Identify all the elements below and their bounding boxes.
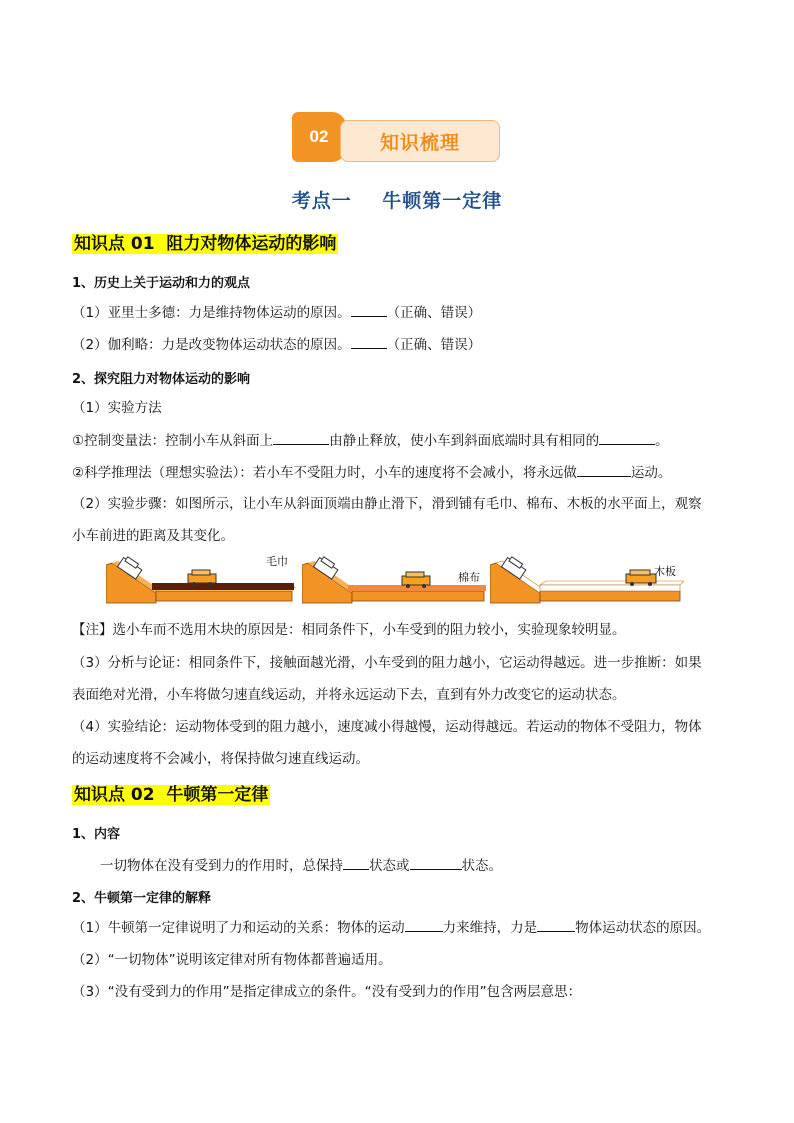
kp2-s1-heading: 1、内容	[72, 827, 121, 842]
text: 力来维持，力是	[442, 920, 538, 936]
answer-blank	[537, 917, 575, 932]
kp2-s2-heading: 2、牛顿第一定律的解释	[72, 891, 212, 906]
conclusion-line-2: 的运动速度将不会减小，将保持做匀速直线运动。	[72, 751, 369, 767]
answer-blank	[343, 855, 369, 870]
text: ②科学推理法（理想实验法）：若小车不受阻力时，小车的速度将不会减小，将永远做	[72, 465, 577, 481]
label-cotton: 棉布	[458, 571, 480, 584]
text: 一切物体在没有受到力的作用时，总保持	[100, 858, 343, 874]
text: 状态或	[369, 858, 410, 874]
ramp-towel-figure	[106, 555, 296, 605]
kp1-heading-text: 知识点 01 阻力对物体运动的影响	[74, 234, 337, 254]
answer-blank	[599, 430, 655, 445]
kp2-heading	[72, 783, 270, 807]
ramp-cotton-figure	[302, 555, 488, 605]
conclusion-line-1: （4）实验结论：运动物体受到的阻力越小，速度减小得越慢，运动得越远。若运动的物体不受阻力，物体	[72, 719, 702, 735]
explanation-line-2: （2）“一切物体”说明该定律对所有物体都普遍适用。	[72, 952, 392, 968]
text: （1）亚里士多德：力是维持物体运动的原因。	[72, 305, 351, 321]
kp1-s2-heading: 2、探究阻力对物体运动的影响	[72, 372, 251, 387]
text: 运动。	[630, 465, 672, 481]
explanation-line-1	[72, 917, 710, 938]
text: ①控制变量法：控制小车从斜面上	[72, 433, 274, 449]
analysis-line-2: 表面绝对光滑，小车将做匀速直线运动，并将永远运动下去，直到有外力改变它的运动状态。	[72, 687, 626, 703]
section-badge	[292, 112, 498, 162]
answer-blank	[405, 917, 443, 932]
answer-blank	[273, 430, 329, 445]
steps-line-2: 小车前进的距离及其变化。	[72, 528, 234, 544]
steps-line-1: （2）实验步骤：如图所示，让小车从斜面顶端由静止滑下，滑到铺有毛巾、棉布、木板的水平面上，观察	[72, 496, 702, 512]
note-line: 【注】选小车而不选用木块的原因是：相同条件下，小车受到的阻力较小，实验现象较明显。	[72, 622, 626, 638]
answer-blank	[577, 462, 631, 477]
analysis-line-1: （3）分析与论证：相同条件下，接触面越光滑，小车受到的阻力越小，它运动得越远。进一步推断：如果	[72, 655, 702, 671]
kp1-heading	[72, 232, 338, 256]
ramp-board-figure	[490, 555, 684, 605]
text: 状态。	[461, 858, 502, 874]
explanation-line-3: （3）“没有受到力的作用”是指定律成立的条件。“没有受到力的作用”包含两层意思：	[72, 984, 582, 1000]
text: （正确、错误）	[386, 305, 482, 321]
method-heading: （1）实验方法	[72, 400, 162, 416]
text: 由静止释放，使小车到斜面底端时具有相同的	[329, 433, 600, 449]
method-reasoning	[72, 462, 671, 483]
answer-blank	[410, 855, 462, 870]
text: （正确、错误）	[386, 337, 482, 353]
kp1-line-galileo	[72, 334, 481, 355]
text: （2）伽利略：力是改变物体运动状态的原因。	[72, 337, 351, 353]
answer-blank	[351, 334, 387, 349]
label-towel: 毛巾	[266, 555, 288, 568]
method-control-variable	[72, 430, 669, 451]
kp2-heading-text: 知识点 02 牛顿第一定律	[74, 785, 269, 805]
section-label: 知识梳理	[340, 120, 500, 162]
section-number: 02	[292, 112, 346, 162]
kp1-s1-heading: 1、历史上关于运动和力的观点	[72, 276, 251, 291]
page-title: 考点一 牛顿第一定律	[291, 190, 503, 212]
text: 物体运动状态的原因。	[575, 920, 711, 936]
text: 。	[655, 433, 669, 449]
newton-law-statement	[100, 855, 502, 876]
kp1-line-aristotle	[72, 302, 481, 323]
answer-blank	[351, 302, 387, 317]
label-board: 木板	[654, 565, 676, 578]
text: （1）牛顿第一定律说明了力和运动的关系：物体的运动	[72, 920, 405, 936]
